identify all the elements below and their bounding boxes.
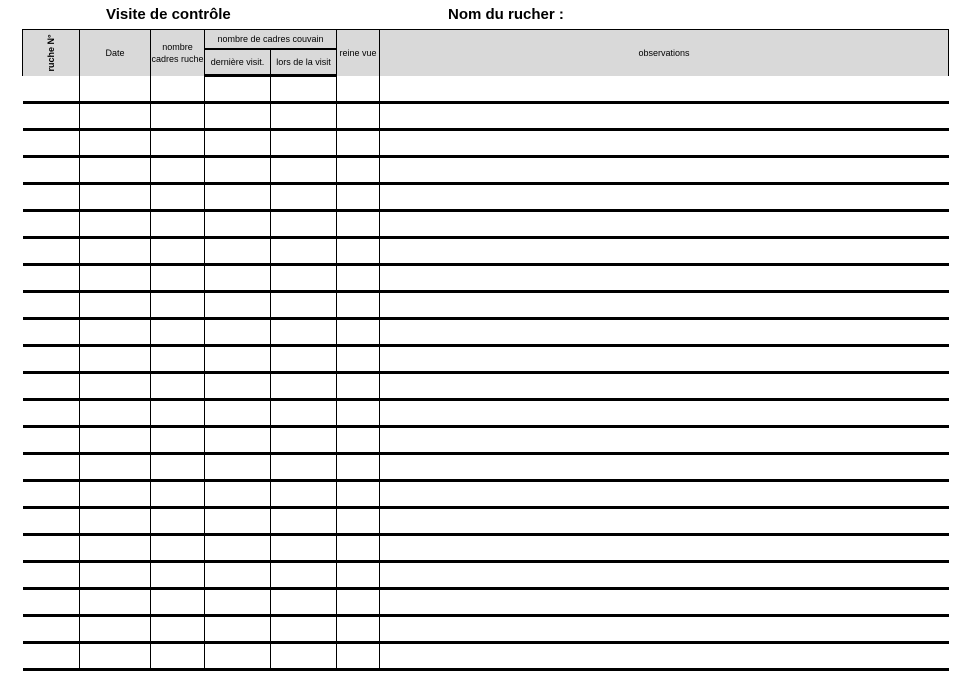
cell-observations[interactable] — [380, 508, 949, 535]
cell-last-visit[interactable] — [205, 211, 271, 238]
cell-queen-seen[interactable] — [337, 427, 380, 454]
cell-date[interactable] — [80, 373, 151, 400]
cell-date[interactable] — [80, 184, 151, 211]
col-header-this-visit: lors de la visit — [271, 49, 337, 76]
cell-hive-number[interactable] — [23, 103, 80, 130]
cell-hive-number[interactable] — [23, 535, 80, 562]
table-row — [23, 184, 949, 211]
cell-observations[interactable] — [380, 616, 949, 643]
cell-frame-count[interactable] — [151, 589, 205, 616]
table-body — [23, 76, 949, 670]
table-row — [23, 319, 949, 346]
cell-last-visit[interactable] — [205, 400, 271, 427]
cell-hive-number[interactable] — [23, 265, 80, 292]
cell-this-visit[interactable] — [271, 643, 337, 670]
cell-frame-count[interactable] — [151, 103, 205, 130]
table-row — [23, 157, 949, 184]
col-header-last-visit: dernière visit. — [205, 49, 271, 76]
cell-queen-seen[interactable] — [337, 454, 380, 481]
cell-this-visit[interactable] — [271, 400, 337, 427]
form-title: Visite de contrôle — [106, 6, 231, 23]
cell-last-visit[interactable] — [205, 319, 271, 346]
cell-queen-seen[interactable] — [337, 238, 380, 265]
cell-this-visit[interactable] — [271, 292, 337, 319]
cell-queen-seen[interactable] — [337, 211, 380, 238]
cell-queen-seen[interactable] — [337, 157, 380, 184]
cell-hive-number[interactable] — [23, 319, 80, 346]
cell-queen-seen[interactable] — [337, 292, 380, 319]
col-header-queen-seen: reine vue — [337, 30, 380, 76]
cell-frame-count[interactable] — [151, 373, 205, 400]
cell-this-visit[interactable] — [271, 211, 337, 238]
cell-queen-seen[interactable] — [337, 643, 380, 670]
cell-frame-count[interactable] — [151, 238, 205, 265]
cell-hive-number[interactable] — [23, 292, 80, 319]
cell-queen-seen[interactable] — [337, 535, 380, 562]
cell-date[interactable] — [80, 103, 151, 130]
cell-frame-count[interactable] — [151, 292, 205, 319]
cell-date[interactable] — [80, 535, 151, 562]
cell-observations[interactable] — [380, 589, 949, 616]
cell-frame-count[interactable] — [151, 319, 205, 346]
cell-last-visit[interactable] — [205, 346, 271, 373]
cell-last-visit[interactable] — [205, 157, 271, 184]
cell-this-visit[interactable] — [271, 373, 337, 400]
table-row — [23, 103, 949, 130]
cell-last-visit[interactable] — [205, 481, 271, 508]
cell-queen-seen[interactable] — [337, 508, 380, 535]
table-row — [23, 508, 949, 535]
cell-last-visit[interactable] — [205, 427, 271, 454]
col-header-hive-number: ruche N° — [23, 30, 80, 76]
cell-queen-seen[interactable] — [337, 562, 380, 589]
cell-observations[interactable] — [380, 481, 949, 508]
cell-observations[interactable] — [380, 454, 949, 481]
table-row — [23, 292, 949, 319]
cell-observations[interactable] — [380, 643, 949, 670]
cell-observations[interactable] — [380, 184, 949, 211]
cell-date[interactable] — [80, 481, 151, 508]
cell-queen-seen[interactable] — [337, 130, 380, 157]
table-row — [23, 346, 949, 373]
cell-date[interactable] — [80, 346, 151, 373]
cell-hive-number[interactable] — [23, 589, 80, 616]
cell-frame-count[interactable] — [151, 184, 205, 211]
cell-this-visit[interactable] — [271, 238, 337, 265]
table-row — [23, 427, 949, 454]
cell-frame-count[interactable] — [151, 130, 205, 157]
cell-last-visit[interactable] — [205, 103, 271, 130]
cell-frame-count[interactable] — [151, 76, 205, 103]
cell-queen-seen[interactable] — [337, 616, 380, 643]
cell-this-visit[interactable] — [271, 562, 337, 589]
cell-this-visit[interactable] — [271, 454, 337, 481]
cell-this-visit[interactable] — [271, 184, 337, 211]
cell-frame-count[interactable] — [151, 427, 205, 454]
cell-observations[interactable] — [380, 292, 949, 319]
inspection-table — [22, 29, 949, 671]
cell-hive-number[interactable] — [23, 238, 80, 265]
cell-this-visit[interactable] — [271, 535, 337, 562]
cell-last-visit[interactable] — [205, 265, 271, 292]
cell-hive-number[interactable] — [23, 373, 80, 400]
cell-date[interactable] — [80, 319, 151, 346]
cell-observations[interactable] — [380, 346, 949, 373]
cell-last-visit[interactable] — [205, 589, 271, 616]
cell-this-visit[interactable] — [271, 427, 337, 454]
cell-frame-count[interactable] — [151, 211, 205, 238]
cell-observations[interactable] — [380, 562, 949, 589]
col-header-date: Date — [80, 30, 151, 76]
cell-hive-number[interactable] — [23, 427, 80, 454]
cell-observations[interactable] — [380, 103, 949, 130]
cell-date[interactable] — [80, 130, 151, 157]
cell-last-visit[interactable] — [205, 535, 271, 562]
cell-observations[interactable] — [380, 157, 949, 184]
table-row — [23, 562, 949, 589]
cell-last-visit[interactable] — [205, 130, 271, 157]
cell-last-visit[interactable] — [205, 184, 271, 211]
cell-hive-number[interactable] — [23, 400, 80, 427]
cell-this-visit[interactable] — [271, 346, 337, 373]
cell-date[interactable] — [80, 562, 151, 589]
cell-last-visit[interactable] — [205, 238, 271, 265]
cell-frame-count[interactable] — [151, 346, 205, 373]
cell-observations[interactable] — [380, 130, 949, 157]
cell-queen-seen[interactable] — [337, 589, 380, 616]
cell-frame-count[interactable] — [151, 562, 205, 589]
table-row — [23, 265, 949, 292]
cell-date[interactable] — [80, 76, 151, 103]
cell-last-visit[interactable] — [205, 76, 271, 103]
cell-observations[interactable] — [380, 373, 949, 400]
cell-date[interactable] — [80, 616, 151, 643]
cell-hive-number[interactable] — [23, 562, 80, 589]
cell-observations[interactable] — [380, 238, 949, 265]
cell-hive-number[interactable] — [23, 643, 80, 670]
table-row — [23, 400, 949, 427]
cell-queen-seen[interactable] — [337, 76, 380, 103]
cell-last-visit[interactable] — [205, 292, 271, 319]
col-header-frame-count: nombre cadres ruche — [151, 30, 205, 76]
table-row — [23, 211, 949, 238]
cell-last-visit[interactable] — [205, 373, 271, 400]
apiary-name-label: Nom du rucher : — [448, 6, 564, 23]
cell-queen-seen[interactable] — [337, 184, 380, 211]
cell-this-visit[interactable] — [271, 589, 337, 616]
cell-date[interactable] — [80, 589, 151, 616]
cell-last-visit[interactable] — [205, 643, 271, 670]
table-row — [23, 130, 949, 157]
table-row — [23, 454, 949, 481]
cell-frame-count[interactable] — [151, 535, 205, 562]
cell-hive-number[interactable] — [23, 481, 80, 508]
cell-date[interactable] — [80, 292, 151, 319]
table-row — [23, 481, 949, 508]
cell-date[interactable] — [80, 211, 151, 238]
cell-frame-count[interactable] — [151, 481, 205, 508]
cell-observations[interactable] — [380, 400, 949, 427]
cell-frame-count[interactable] — [151, 643, 205, 670]
cell-date[interactable] — [80, 643, 151, 670]
cell-this-visit[interactable] — [271, 130, 337, 157]
table-row — [23, 589, 949, 616]
cell-observations[interactable] — [380, 319, 949, 346]
cell-observations[interactable] — [380, 427, 949, 454]
cell-observations[interactable] — [380, 265, 949, 292]
cell-last-visit[interactable] — [205, 562, 271, 589]
cell-frame-count[interactable] — [151, 454, 205, 481]
cell-last-visit[interactable] — [205, 508, 271, 535]
cell-queen-seen[interactable] — [337, 346, 380, 373]
cell-hive-number[interactable] — [23, 454, 80, 481]
col-header-brood-frames: nombre de cadres couvain — [205, 30, 337, 50]
cell-last-visit[interactable] — [205, 454, 271, 481]
cell-date[interactable] — [80, 400, 151, 427]
cell-date[interactable] — [80, 238, 151, 265]
cell-hive-number[interactable] — [23, 130, 80, 157]
table-row — [23, 76, 949, 103]
cell-queen-seen[interactable] — [337, 481, 380, 508]
cell-frame-count[interactable] — [151, 400, 205, 427]
cell-this-visit[interactable] — [271, 265, 337, 292]
cell-frame-count[interactable] — [151, 265, 205, 292]
cell-date[interactable] — [80, 265, 151, 292]
cell-queen-seen[interactable] — [337, 319, 380, 346]
cell-this-visit[interactable] — [271, 157, 337, 184]
cell-date[interactable] — [80, 157, 151, 184]
table-row — [23, 535, 949, 562]
cell-observations[interactable] — [380, 211, 949, 238]
cell-frame-count[interactable] — [151, 508, 205, 535]
cell-frame-count[interactable] — [151, 157, 205, 184]
cell-last-visit[interactable] — [205, 616, 271, 643]
cell-this-visit[interactable] — [271, 319, 337, 346]
cell-hive-number[interactable] — [23, 76, 80, 103]
cell-observations[interactable] — [380, 535, 949, 562]
table-row — [23, 616, 949, 643]
table-row — [23, 373, 949, 400]
cell-this-visit[interactable] — [271, 616, 337, 643]
cell-this-visit[interactable] — [271, 481, 337, 508]
cell-frame-count[interactable] — [151, 616, 205, 643]
cell-queen-seen[interactable] — [337, 265, 380, 292]
cell-this-visit[interactable] — [271, 103, 337, 130]
cell-hive-number[interactable] — [23, 184, 80, 211]
cell-this-visit[interactable] — [271, 508, 337, 535]
cell-hive-number[interactable] — [23, 157, 80, 184]
cell-date[interactable] — [80, 508, 151, 535]
cell-queen-seen[interactable] — [337, 103, 380, 130]
cell-hive-number[interactable] — [23, 211, 80, 238]
cell-observations[interactable] — [380, 76, 949, 103]
table-row — [23, 643, 949, 670]
table-row — [23, 238, 949, 265]
cell-hive-number[interactable] — [23, 508, 80, 535]
cell-queen-seen[interactable] — [337, 400, 380, 427]
cell-date[interactable] — [80, 454, 151, 481]
cell-hive-number[interactable] — [23, 346, 80, 373]
cell-hive-number[interactable] — [23, 616, 80, 643]
cell-queen-seen[interactable] — [337, 373, 380, 400]
cell-this-visit[interactable] — [271, 76, 337, 103]
cell-date[interactable] — [80, 427, 151, 454]
col-header-observations: observations — [380, 30, 949, 76]
